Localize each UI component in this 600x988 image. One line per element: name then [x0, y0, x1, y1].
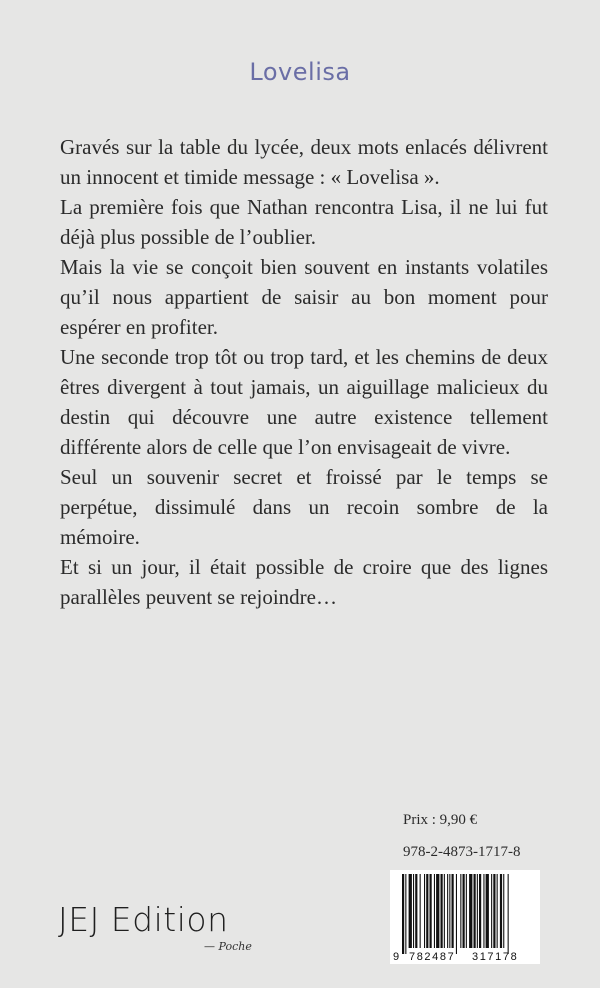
- barcode-bar: [493, 874, 495, 948]
- barcode-digit-first: 9: [393, 951, 400, 963]
- barcode-bar: [420, 874, 421, 948]
- publisher-logo: [58, 900, 258, 960]
- barcode-bar: [508, 874, 509, 954]
- blurb-paragraph: Une seconde trop tôt ou trop tard, et les chemins de deux êtres divergent à tout jamais, un aiguillage malicieux du destin qui découvre une autre existence tellement différente alors de celle que l’on envisageait de vivre.: [60, 345, 548, 459]
- barcode-bar: [441, 874, 443, 948]
- barcode-bar: [447, 874, 448, 948]
- barcode-digits-right: 317178: [472, 951, 519, 963]
- barcode-bar: [500, 874, 502, 948]
- barcode-bar: [434, 874, 435, 948]
- barcode-digits-left: 782487: [409, 951, 456, 963]
- barcode-bar: [479, 874, 481, 948]
- barcode: [390, 870, 540, 964]
- barcode-bar: [477, 874, 478, 948]
- barcode-bar: [503, 874, 504, 948]
- blurb-paragraph: Gravés sur la table du lycée, deux mots enlacés délivrent un innocent et timide message : « Lovelisa ».: [60, 135, 548, 189]
- barcode-bar: [436, 874, 439, 948]
- barcode-bar: [409, 874, 412, 948]
- barcode-bar: [449, 874, 450, 948]
- barcode-bar: [466, 874, 467, 948]
- barcode-bar: [426, 874, 428, 948]
- blurb-paragraph: Mais la vie se conçoit bien souvent en instants volatiles qu’il nous appartient de saisir au bon moment pour espérer en profiter.: [60, 255, 548, 339]
- barcode-bar: [415, 874, 417, 948]
- price-label: Prix : 9,90 €: [403, 812, 478, 828]
- blurb-paragraph: La première fois que Nathan rencontra Lisa, il ne lui fut déjà plus possible de l’oublier.: [60, 195, 548, 249]
- barcode-bar: [413, 874, 414, 948]
- barcode-bar: [483, 874, 484, 948]
- barcode-bar: [424, 874, 425, 948]
- publisher-imprint: — Poche: [204, 940, 252, 953]
- barcode-graphic: [390, 870, 540, 964]
- barcode-bar: [491, 874, 492, 948]
- barcode-bar: [469, 874, 472, 948]
- blurb-paragraph: Seul un souvenir secret et froissé par le temps se perpétue, dissimulé dans un recoin sombre de la mémoire.: [60, 465, 548, 549]
- barcode-bar: [486, 874, 489, 948]
- barcode-bar: [460, 874, 461, 948]
- barcode-bar: [474, 874, 476, 948]
- barcode-bar: [497, 874, 498, 948]
- blurb: [60, 132, 548, 612]
- barcode-bar: [452, 874, 454, 948]
- blurb-paragraph: Et si un jour, il était possible de croire que des lignes parallèles peuvent se rejoindre…: [60, 555, 548, 609]
- publisher-name: JEJ Edition: [58, 900, 229, 939]
- isbn-label: 978-2-4873-1717-8: [403, 844, 521, 860]
- barcode-bar: [463, 874, 465, 948]
- barcode-bar: [405, 874, 406, 954]
- barcode-bar: [444, 874, 445, 948]
- barcode-bar: [456, 874, 457, 954]
- barcode-bar: [402, 874, 404, 954]
- book-title: Lovelisa: [249, 58, 351, 86]
- barcode-bar: [430, 874, 432, 948]
